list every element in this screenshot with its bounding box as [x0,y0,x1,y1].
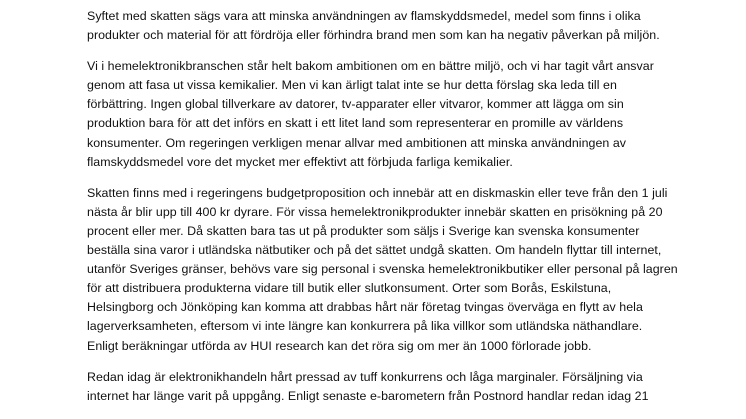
text-line: Enligt beräkningar utförda av HUI research kan det röra sig om mer än 1000 förlorade jobb. [87,338,592,353]
text-line: utanför Sveriges gränser, behövs vare sig personal i svenska hemelektronikbutiker eller personal på lagren [87,262,678,277]
paragraph-purpose [87,7,697,45]
text-line: produkter och material för att fördröja eller förhindra brand men som kan ha negativ påverkan på miljön. [87,28,660,43]
text-line: Vi i hemelektronikbranschen står helt bakom ambitionen om en bättre miljö, och vi har tagit vårt ansvar [87,59,654,74]
text-line: genom att fasa ut vissa kemikalier. Men vi kan ärligt talat inte se hur detta förslag ska leda till en [87,78,617,93]
text-line: konsumenter. Om regeringen verkligen menar allvar med ambitionen att minska användningen av [87,135,627,150]
paragraph-tax-impact [87,184,697,356]
text-line: Helsingborg och Jönköping kan komma att drabbas hårt när företag tvingas överväga en flytt av hela [87,300,643,315]
text-line: flamskyddsmedel vore det mycket mer effektivt att förbjuda farliga kemikalier. [87,154,513,169]
text-line: produktion bara för att det införs en skatt i ett litet land som representerar en promille av världens [87,116,624,131]
text-line: förbättring. Ingen global tillverkare av datorer, tv-apparater eller vitvaror, kommer att lägga om sin [87,97,624,112]
text-line: procent eller mer. Då skatten bara tas ut på produkter som säljs i Sverige kan svenska konsumenter [87,223,640,238]
text-line: Syftet med skatten sägs vara att minska användningen av flamskyddsmedel, medel som finns i olika [87,9,641,23]
text-line: internet har länge varit på uppgång. Enligt senaste e-barometern från Postnord handlar redan idag 21 [87,388,649,403]
document-body [87,7,697,418]
text-line: Redan idag är elektronikhandeln hårt pressad av tuff konkurrens och låga marginaler. Försäljning via [87,369,643,384]
paragraph-industry-position [87,57,697,172]
text-line: nästa år blir upp till 400 kr dyrare. För vissa hemelektronikprodukter innebär skatten en prisökning på 20 [87,204,663,219]
paragraph-market-pressure [87,368,697,406]
text-line: beställa sina varor i utländska nätbutiker och på det sättet undgå skatten. Om handeln flyttar till internet, [87,243,662,258]
text-line: lagerverksamheten, eftersom vi inte längre kan konkurrera på lika villkor som utländska näthandlare. [87,319,643,334]
text-line: Skatten finns med i regeringens budgetproposition och innebär att en diskmaskin eller teve från den 1 juli [87,185,668,200]
text-line: för att distribuera produkterna vidare till butik eller slutkonsument. Orter som Borås, Eskilstuna, [87,281,612,296]
